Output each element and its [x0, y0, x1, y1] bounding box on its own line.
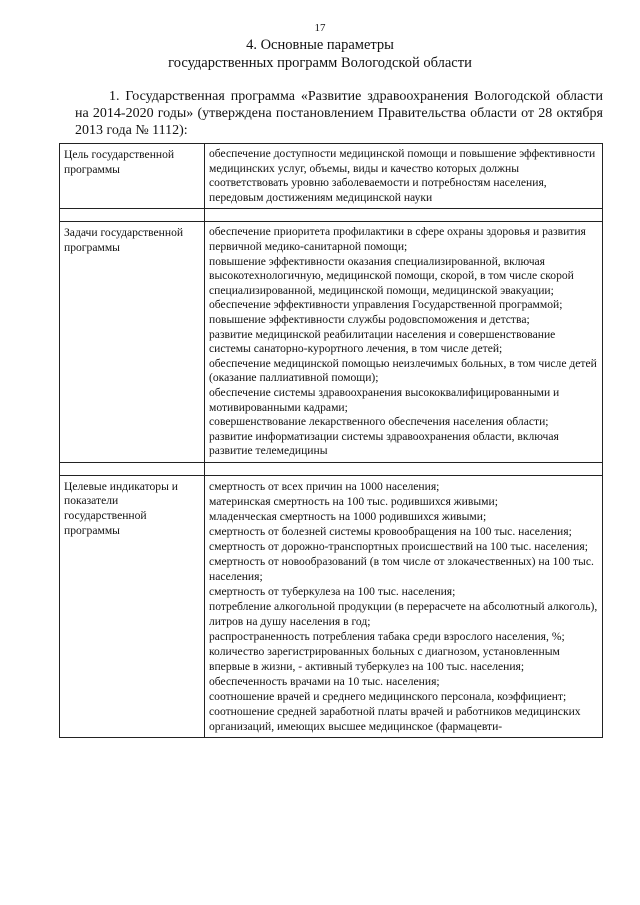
section-title: [0, 36, 640, 72]
list-item: младенческая смертность на 1000 родившихся живыми;: [209, 509, 487, 523]
list-item: развитие медицинской реабилитации населения и совершенствование системы санаторно-курортного лечения, в том числе детей;: [209, 327, 556, 356]
list-item: материнская смертность на 100 тыс. родившихся живыми;: [209, 494, 498, 508]
table-row-indicators: [60, 475, 603, 737]
list-item: обеспечение системы здравоохранения высококвалифицированными и мотивированными кадрами;: [209, 385, 560, 414]
list-item: потребление алкогольной продукции (в перерасчете на абсолютный алкоголь), литров на душу населения в год;: [209, 599, 598, 628]
section-title-line-2: государственных программ Вологодской области: [168, 55, 472, 71]
tasks-list: [205, 222, 603, 463]
list-item: распространенность потребления табака среди взрослого населения, %;: [209, 629, 565, 643]
table-row-spacer: [60, 209, 603, 222]
list-item: смертность от всех причин на 1000 населения;: [209, 479, 440, 493]
tasks-label: Задачи государственной программы: [60, 222, 205, 463]
list-item: обеспеченность врачами на 10 тыс. населения;: [209, 674, 440, 688]
list-item: соотношение средней заработной платы врачей и работников медицинских организаций, имеющих высшее медицинское (фармацевти-: [209, 704, 581, 733]
list-item: развитие информатизации системы здравоохранения области, включая развитие телемедицины: [209, 429, 559, 458]
list-item: обеспечение эффективности управления Государственной программой;: [209, 298, 563, 312]
list-item: совершенствование лекарственного обеспечения населения области;: [209, 415, 549, 429]
goal-text: обеспечение доступности медицинской помощи и повышение эффективности медицинских услуг, объемы, виды и качество которых должны соответствовать уровню заболеваемости и потребностям населения, передовым достижениям медицинской науки: [205, 144, 603, 209]
table-row-goal: [60, 144, 603, 209]
list-item: количество зарегистрированных больных с диагнозом, установленным впервые в жизни, - активный туберкулез на 100 тыс. населения;: [209, 644, 560, 673]
section-title-line-1: 4. Основные параметры: [246, 37, 394, 53]
indicators-label: Целевые индикаторы и показатели государственной программы: [60, 475, 205, 737]
indicators-list: [205, 475, 603, 737]
table-row-tasks: [60, 222, 603, 463]
list-item: соотношение врачей и среднего медицинского персонала, коэффициент;: [209, 689, 567, 703]
table-row-spacer: [60, 462, 603, 475]
list-item: обеспечение приоритета профилактики в сфере охраны здоровья и развития первичной медико-санитарной помощи;: [209, 225, 586, 253]
list-item: повышение эффективности службы родовспоможения и детства;: [209, 312, 530, 326]
list-item: смертность от новообразований (в том числе от злокачественных) на 100 тыс. населения;: [209, 554, 594, 583]
list-item: смертность от болезней системы кровообращения на 100 тыс. населения;: [209, 524, 572, 538]
goal-label: Цель государственной программы: [60, 144, 205, 209]
page-number: 17: [314, 22, 326, 34]
list-item: повышение эффективности оказания специализированной, включая высокотехнологичную, медицинской помощи, скорой, в том числе скорой специализированной, медицинской помощи, медицинской эвакуации;: [209, 254, 574, 297]
list-item: смертность от дорожно-транспортных происшествий на 100 тыс. населения;: [209, 539, 588, 553]
list-item: обеспечение медицинской помощью неизлечимых больных, в том числе детей (оказание паллиативной помощи);: [209, 356, 597, 385]
list-item: смертность от туберкулеза на 100 тыс. населения;: [209, 584, 456, 598]
program-intro: 1. Государственная программа «Развитие здравоохранения Вологодской области на 2014-2020 годы» (утверждена постановлением Правительства области от 28 октября 2013 года № 1112):: [75, 89, 603, 138]
program-parameters-table: [59, 143, 603, 738]
